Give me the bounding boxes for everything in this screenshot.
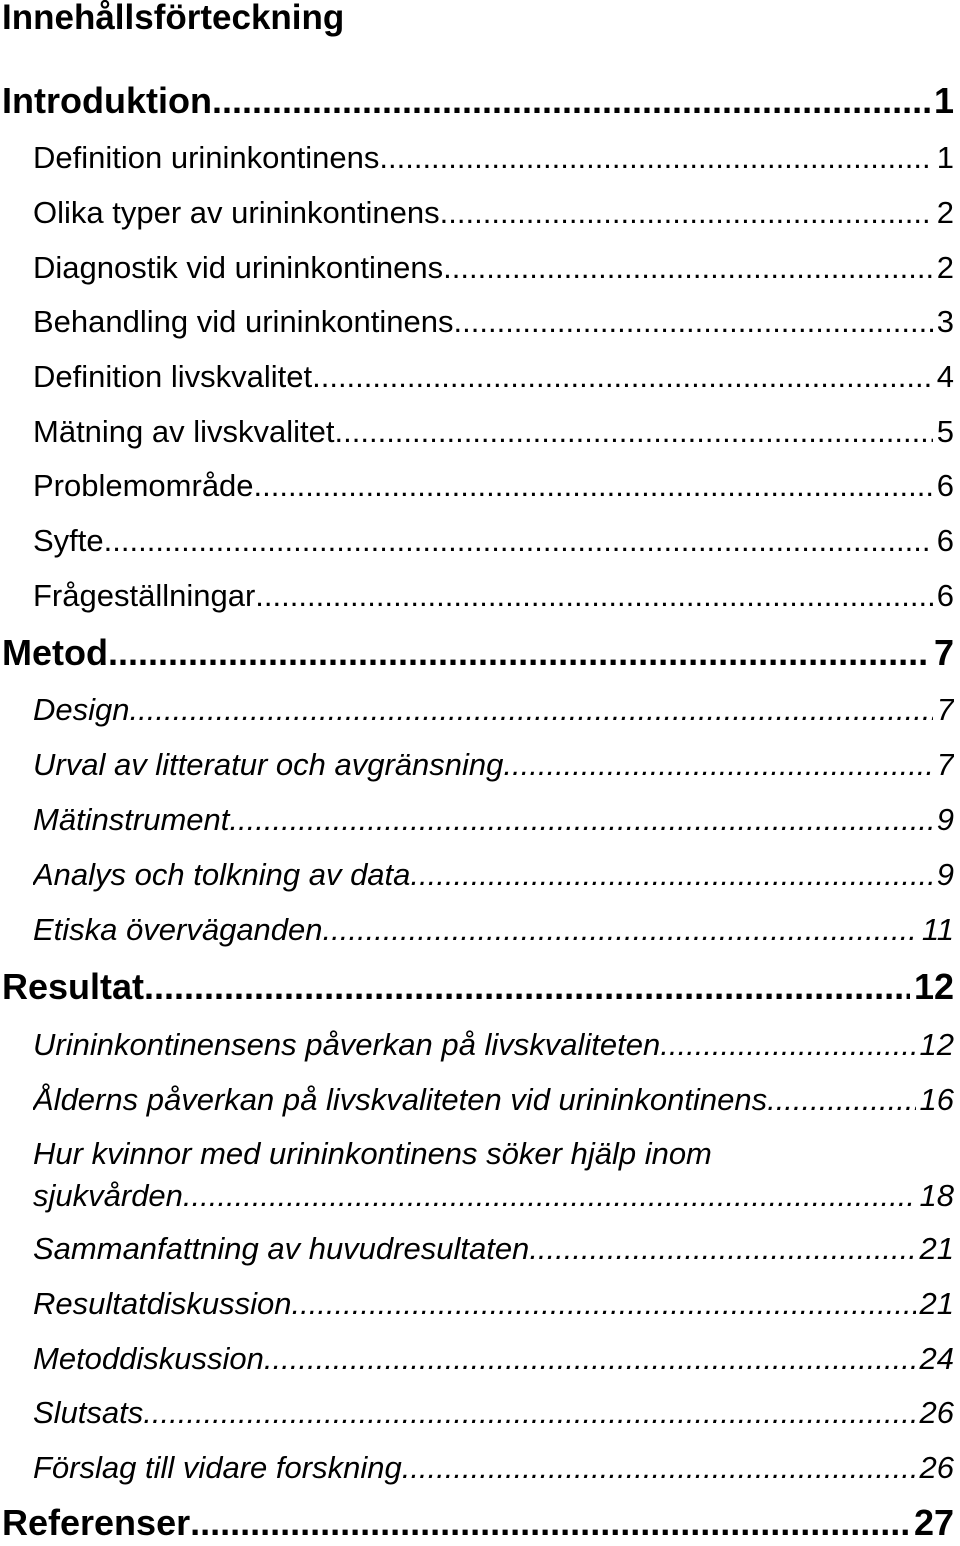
toc-entry-introduktion[interactable]: [2, 78, 954, 124]
toc-entry-page: 12: [913, 966, 954, 1007]
toc-entry-line2: [33, 1174, 954, 1218]
toc-entry-label: Sammanfattning av huvudresultaten: [33, 1231, 530, 1266]
toc-entry-alderns-paverkan[interactable]: [33, 1080, 954, 1120]
toc-entry-diagnostik[interactable]: [33, 248, 954, 288]
toc-entry-label: Definition livskvalitet: [33, 359, 313, 394]
toc-entry-label: Definition urininkontinens: [33, 140, 380, 175]
toc-entry-page: 7: [936, 692, 954, 727]
toc-entry-matning[interactable]: [33, 412, 954, 452]
dot-leader: [264, 1339, 916, 1379]
toc-entry-page: 1: [933, 80, 954, 121]
toc-entry-label: Mätning av livskvalitet: [33, 414, 335, 449]
toc-entry-syfte[interactable]: [33, 521, 954, 561]
toc-entry-matinstrument[interactable]: [33, 800, 954, 840]
dot-leader: [529, 1229, 915, 1269]
dot-leader: [660, 1025, 915, 1065]
dot-leader: [503, 745, 932, 785]
toc-entry-page: 21: [919, 1286, 954, 1321]
toc-entry-label: Urininkontinensens påverkan på livskvaliteten: [33, 1027, 661, 1062]
toc-entry-page: 7: [936, 747, 954, 782]
toc-entry-label: Slutsats: [33, 1395, 144, 1430]
dot-leader: [440, 193, 933, 233]
dot-leader: [190, 1500, 910, 1546]
dot-leader: [402, 1448, 916, 1488]
toc-entry-urininkontinensens-paverkan[interactable]: [33, 1025, 954, 1065]
toc-entry-label: Analys och tolkning av data: [33, 857, 411, 892]
toc-entry-label: Frågeställningar: [33, 578, 256, 613]
toc-entry-page: 12: [919, 1027, 954, 1062]
toc-entry-olika-typer[interactable]: [33, 193, 954, 233]
toc-entry-label: Olika typer av urininkontinens: [33, 195, 440, 230]
toc-entry-page: 5: [936, 414, 954, 449]
toc-entry-page: 18: [919, 1178, 954, 1213]
toc-entry-analys[interactable]: [33, 855, 954, 895]
toc-entry-label: Metoddiskussion: [33, 1341, 264, 1376]
dot-leader: [108, 630, 930, 676]
toc-entry-label: Syfte: [33, 523, 104, 558]
toc-entry-page: 6: [936, 578, 954, 613]
toc-entry-page: 1: [936, 140, 954, 175]
toc-entry-label: Resultatdiskussion: [33, 1286, 292, 1321]
toc-entry-definition-urininkontinens[interactable]: [33, 138, 954, 178]
toc-entry-label: Design: [33, 692, 130, 727]
dot-leader: [767, 1080, 915, 1120]
toc-entry-page: 26: [919, 1395, 954, 1430]
toc-entry-page: 9: [936, 857, 954, 892]
toc-entry-urval[interactable]: [33, 745, 954, 785]
toc-entry-page: 3: [936, 304, 954, 339]
toc-entry-referenser[interactable]: [2, 1500, 954, 1546]
toc-entry-label: Ålderns påverkan på livskvaliteten vid urininkontinens: [33, 1082, 768, 1117]
toc-entry-hur-kvinnor[interactable]: [33, 1134, 954, 1218]
dot-leader: [254, 466, 933, 506]
toc-entry-metod[interactable]: [2, 630, 954, 676]
toc-entry-slutsats[interactable]: [33, 1393, 954, 1433]
toc-entry-definition-livskvalitet[interactable]: [33, 357, 954, 397]
toc-entry-metoddiskussion[interactable]: [33, 1339, 954, 1379]
toc-entry-page: 24: [919, 1341, 954, 1376]
dot-leader: [379, 138, 932, 178]
toc-entry-label: Etiska överväganden: [33, 912, 323, 947]
toc-entry-label: Problemområde: [33, 468, 254, 503]
toc-entry-page: 6: [936, 523, 954, 558]
dot-leader: [144, 964, 910, 1010]
toc-entry-page: 2: [936, 195, 954, 230]
toc-entry-label: Diagnostik vid urininkontinens: [33, 250, 444, 285]
toc-entry-resultatdiskussion[interactable]: [33, 1284, 954, 1324]
toc-entry-label-line2: sjukvården: [33, 1178, 183, 1213]
toc-entry-page: 21: [919, 1231, 954, 1266]
toc-entry-resultat[interactable]: [2, 964, 954, 1010]
toc-entry-forslag[interactable]: [33, 1448, 954, 1488]
toc-entry-page: 9: [936, 802, 954, 837]
toc-entry-label: Urval av litteratur och avgränsning: [33, 747, 504, 782]
toc-entry-page: 7: [933, 632, 954, 673]
toc-entry-page: 2: [936, 250, 954, 285]
toc-entry-design[interactable]: [33, 690, 954, 730]
toc-entry-page: 16: [919, 1082, 954, 1117]
toc-entry-label: Resultat: [2, 966, 145, 1007]
dot-leader: [183, 1174, 916, 1218]
dot-leader: [255, 576, 932, 616]
dot-leader: [312, 357, 933, 397]
toc-entry-label: Förslag till vidare forskning: [33, 1450, 402, 1485]
toc-entry-page: 4: [936, 359, 954, 394]
toc-title: Innehållsförteckning: [2, 0, 345, 37]
toc-entry-page: 27: [913, 1502, 954, 1543]
toc-entry-behandling[interactable]: [33, 302, 954, 342]
dot-leader: [410, 855, 932, 895]
dot-leader: [335, 412, 933, 452]
dot-leader: [104, 521, 933, 561]
dot-leader: [143, 1393, 915, 1433]
toc-entry-fragestallningar[interactable]: [33, 576, 954, 616]
dot-leader: [212, 78, 930, 124]
toc-entry-label-line1: Hur kvinnor med urininkontinens söker hjälp inom: [33, 1136, 712, 1171]
toc-entry-label: Referenser: [2, 1502, 191, 1543]
dot-leader: [229, 800, 932, 840]
toc-entry-etiska[interactable]: [33, 910, 954, 950]
dot-leader: [323, 910, 918, 950]
dot-leader: [291, 1284, 915, 1324]
toc-entry-page: 6: [936, 468, 954, 503]
dot-leader: [454, 302, 933, 342]
toc-entry-label: Metod: [2, 632, 108, 673]
toc-entry-label: Introduktion: [2, 80, 212, 121]
toc-entry-page: 26: [919, 1450, 954, 1485]
toc-entry-label: Behandling vid urininkontinens: [33, 304, 454, 339]
dot-leader: [130, 690, 933, 730]
toc-entry-label: Mätinstrument: [33, 802, 230, 837]
toc-entry-problemomrade[interactable]: [33, 466, 954, 506]
dot-leader: [443, 248, 933, 288]
toc-entry-sammanfattning[interactable]: [33, 1229, 954, 1269]
toc-entry-page: 11: [921, 912, 954, 947]
